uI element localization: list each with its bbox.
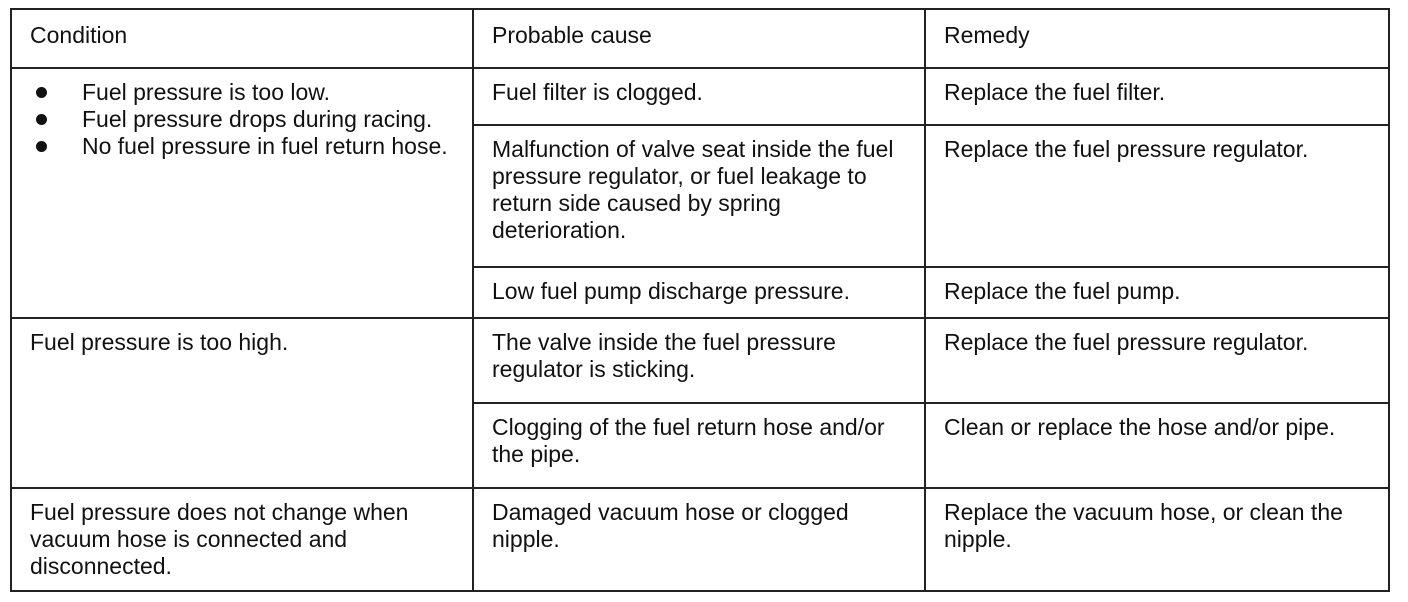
remedy-cell: Replace the fuel pump. — [925, 267, 1389, 318]
cause-cell: The valve inside the fuel pressure regulator is sticking. — [473, 318, 925, 403]
condition-bullet-item: No fuel pressure in fuel return hose. — [30, 133, 458, 160]
table-row — [11, 68, 1389, 125]
condition-cell-low-pressure — [11, 68, 473, 318]
remedy-cell: Replace the fuel pressure regulator. — [925, 125, 1389, 267]
remedy-cell: Replace the fuel filter. — [925, 68, 1389, 125]
cause-cell: Clogging of the fuel return hose and/or the pipe. — [473, 403, 925, 488]
table-row — [11, 488, 1389, 591]
remedy-cell: Replace the vacuum hose, or clean the nipple. — [925, 488, 1389, 591]
cause-cell: Fuel filter is clogged. — [473, 68, 925, 125]
cause-cell: Malfunction of valve seat inside the fuel pressure regulator, or fuel leakage to return side caused by spring deterioration. — [473, 125, 925, 267]
table-row — [11, 318, 1389, 403]
cause-cell: Low fuel pump discharge pressure. — [473, 267, 925, 318]
header-remedy: Remedy — [925, 9, 1389, 68]
condition-cell-vacuum: Fuel pressure does not change when vacuum hose is connected and disconnected. — [11, 488, 473, 591]
condition-bullet-list — [30, 79, 458, 160]
condition-bullet-item: Fuel pressure is too low. — [30, 79, 458, 106]
header-row — [11, 9, 1389, 68]
condition-cell-high-pressure: Fuel pressure is too high. — [11, 318, 473, 489]
remedy-cell: Clean or replace the hose and/or pipe. — [925, 403, 1389, 488]
cause-cell: Damaged vacuum hose or clogged nipple. — [473, 488, 925, 591]
troubleshooting-table — [10, 8, 1390, 592]
header-condition: Condition — [11, 9, 473, 68]
header-probable-cause: Probable cause — [473, 9, 925, 68]
condition-bullet-item: Fuel pressure drops during racing. — [30, 106, 458, 133]
remedy-cell: Replace the fuel pressure regulator. — [925, 318, 1389, 403]
